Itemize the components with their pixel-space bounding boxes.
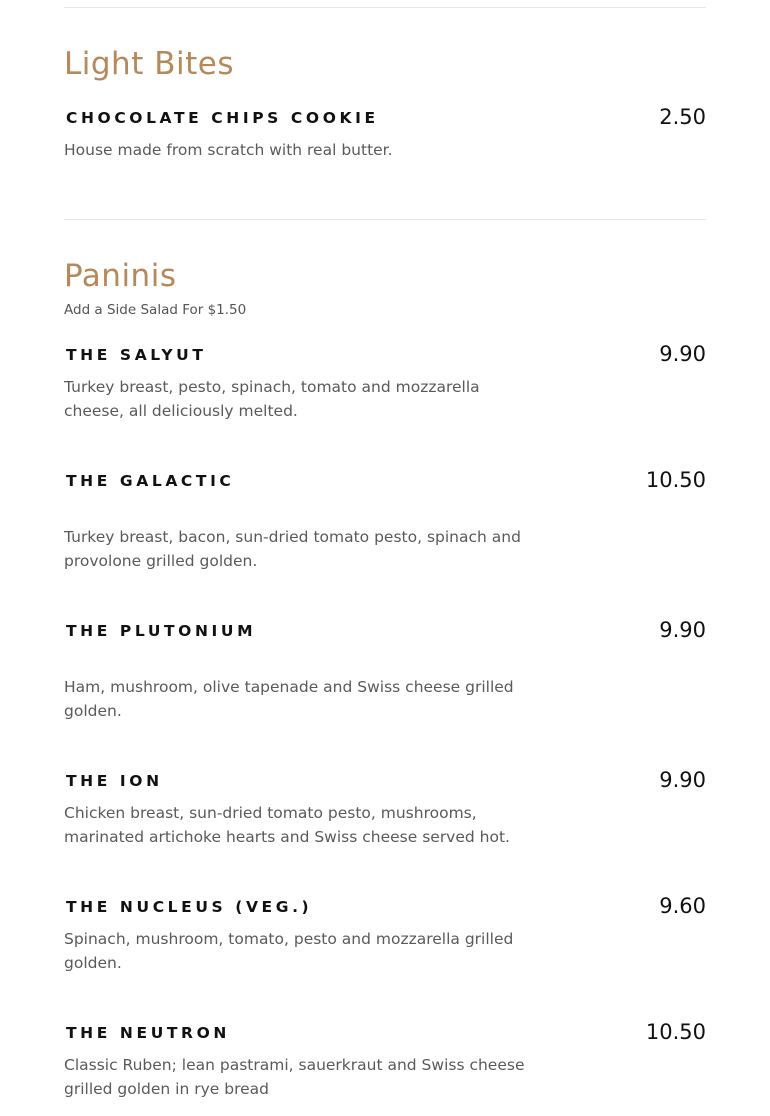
item-price: 10.50 xyxy=(645,468,706,492)
item-name: THE SALYUT xyxy=(66,346,207,364)
item-name: THE GALACTIC xyxy=(66,472,235,490)
item-description: Turkey breast, bacon, sun-dried tomato pesto, spinach and provolone grilled golden. xyxy=(64,528,521,570)
item-description: Classic Ruben; lean pastrami, sauerkraut and Swiss cheese grilled golden in rye bread xyxy=(64,1056,525,1098)
item-name: THE NUCLEUS (VEG.) xyxy=(66,898,313,916)
item-name: CHOCOLATE CHIPS COOKIE xyxy=(66,109,379,127)
item-description: Ham, mushroom, olive tapenade and Swiss cheese grilled golden. xyxy=(64,678,514,720)
item-description: Chicken breast, sun-dried tomato pesto, mushrooms, marinated artichoke hearts and Swiss cheese served hot. xyxy=(64,804,510,846)
item-description: Turkey breast, pesto, spinach, tomato and mozzarella cheese, all deliciously melted. xyxy=(64,378,480,420)
section-title-light-bites: Light Bites xyxy=(64,46,234,82)
item-name: THE NEUTRON xyxy=(66,1024,230,1042)
item-price: 9.90 xyxy=(659,768,706,792)
item-price: 9.90 xyxy=(659,342,706,366)
item-price: 10.50 xyxy=(645,1020,706,1044)
item-price: 9.60 xyxy=(659,894,706,918)
item-name: THE ION xyxy=(66,772,163,790)
divider-paninis xyxy=(64,219,706,220)
item-description: Spinach, mushroom, tomato, pesto and mozzarella grilled golden. xyxy=(64,930,514,972)
item-price: 9.90 xyxy=(659,618,706,642)
section-note-side-salad: Add a Side Salad For $1.50 xyxy=(64,302,247,318)
item-price: 2.50 xyxy=(659,105,706,129)
section-title-paninis: Paninis xyxy=(64,258,177,294)
divider-top xyxy=(64,7,706,8)
item-description: House made from scratch with real butter. xyxy=(64,141,393,159)
item-name: THE PLUTONIUM xyxy=(66,622,257,640)
